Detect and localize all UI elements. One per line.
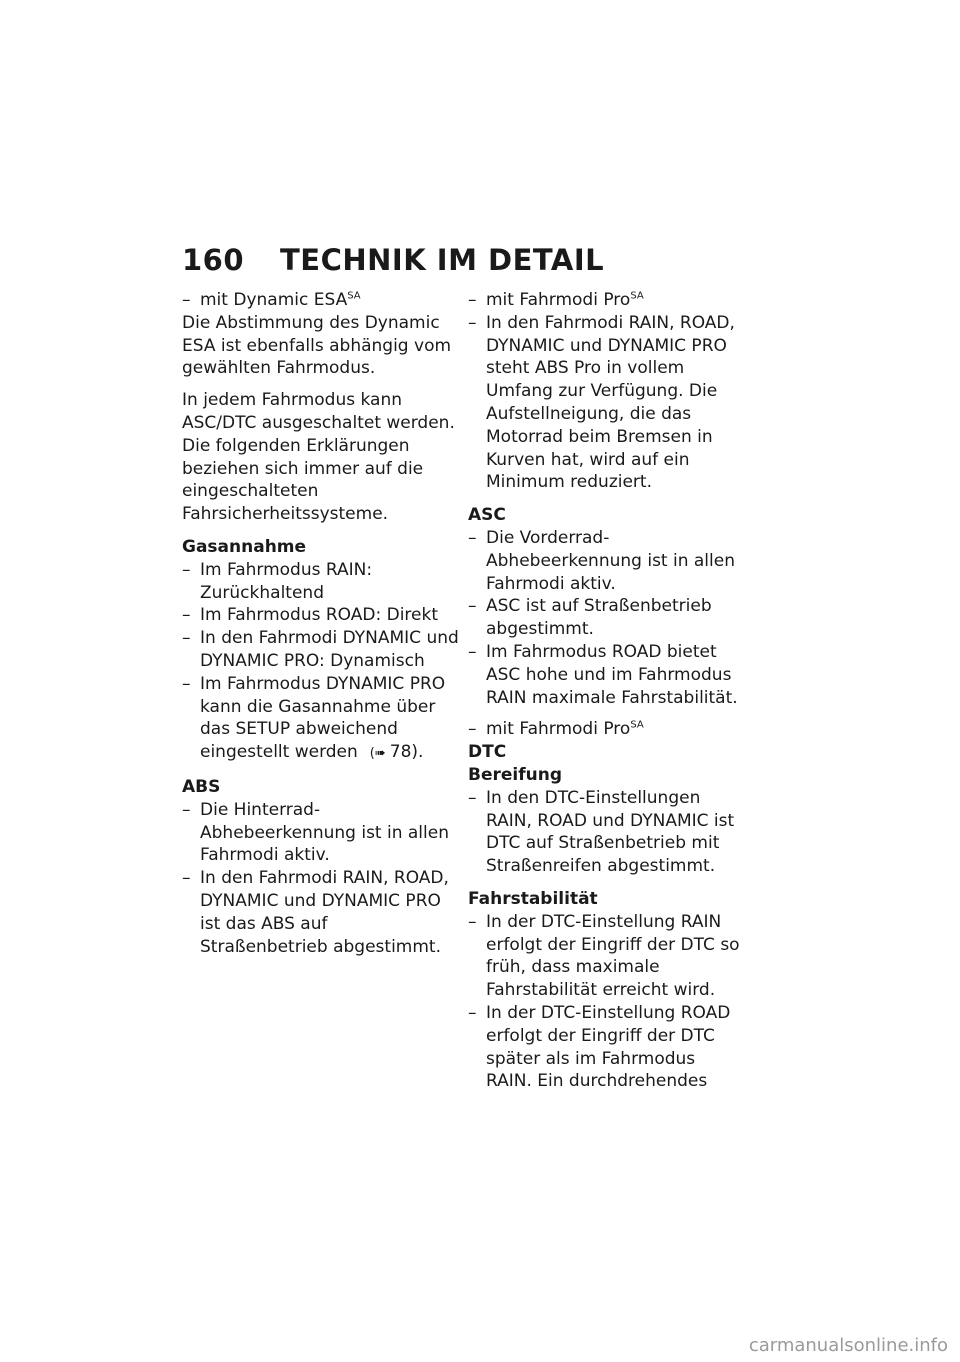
abs-heading: ABS	[182, 776, 221, 797]
list-item: – In den Fahrmodi RAIN, ROAD, DYNAMIC und DYNAMIC PRO steht ABS Pro in vollem Umfang zur Verfügung. Die Aufstellneigung, die das Motorrad beim Bremsen in Kurven hat, wird auf ein Minimum reduziert.	[468, 312, 746, 494]
list-item: – Im Fahrmodus ROAD bietet ASC hohe und im Fahrmodus RAIN maximale Fahrstabilität.	[468, 641, 746, 709]
list-item: – In den Fahrmodi DYNAMIC und DYNAMIC PRO: Dynamisch	[182, 627, 460, 673]
list-item: – Im Fahrmodus ROAD: Direkt	[182, 604, 460, 627]
abs-pro-list	[468, 289, 746, 494]
page-reference[interactable]: 78).	[389, 742, 424, 763]
gas-list	[182, 559, 460, 766]
esa-text: Die Abstimmung des Dynamic ESA ist ebenfalls abhängig vom gewählten Fahrmodus.	[182, 312, 452, 379]
list-item: – Im Fahrmodus DYNAMIC PRO kann die Gasannahme über das SETUP abweichend eingestellt werden (➠ 78).	[182, 673, 460, 766]
list-item: – In der DTC-Einstellung ROAD erfolgt der Eingriff der DTC später als im Fahrmodus RAIN. Ein durchdrehendes	[468, 1002, 746, 1093]
list-item: – mit Fahrmodi Pro$^{SA}$	[468, 718, 746, 741]
list-item: – Die Vorderrad-Abhebeerkennung ist in allen Fahrmodi aktiv.	[468, 527, 746, 595]
list-item: – mit Fahrmodi Pro$^{SA}$	[468, 289, 746, 312]
page-reference-arrow-icon: (➠	[369, 746, 386, 762]
sa-marker: SA	[630, 290, 644, 302]
watermark: carmanualsonline.info	[748, 1335, 948, 1356]
list-item: – mit Dynamic $ESA^{SA}$	[182, 289, 460, 312]
sa-marker: SA	[630, 719, 644, 731]
abs-list	[182, 799, 460, 959]
tyres-list	[468, 787, 746, 878]
dtc-heading: DTC	[468, 742, 507, 763]
stability-list	[468, 911, 746, 1093]
list-item: – Die Hinterrad-Abhebeerkennung ist in allen Fahrmodi aktiv.	[182, 799, 460, 867]
list-item: – Im Fahrmodus RAIN: Zurückhaltend	[182, 559, 460, 605]
right-column	[468, 289, 746, 1102]
stability-heading: Fahrstabilität	[468, 888, 598, 909]
asc-list	[468, 527, 746, 709]
esa-intro-list	[182, 289, 460, 312]
page-number: 160	[182, 243, 245, 277]
list-item: – In der DTC-Einstellung RAIN erfolgt der Eingriff der DTC so früh, dass maximale Fahrstabilität erreicht wird.	[468, 911, 746, 1002]
tyres-heading: Bereifung	[468, 764, 562, 785]
asc-heading: ASC	[468, 505, 506, 526]
sa-marker: SA	[347, 290, 361, 302]
page-title: TECHNIK IM DETAIL	[280, 243, 605, 277]
modes-text: In jedem Fahrmodus kann ASC/DTC ausgeschaltet werden. Die folgenden Erklärungen beziehen sich immer auf die eingeschalteten Fahrsicherheitssysteme.	[182, 390, 455, 525]
page-header	[182, 243, 604, 277]
gas-heading: Gasannahme	[182, 536, 307, 557]
list-item: – In den DTC-Einstellungen RAIN, ROAD und DYNAMIC ist DTC auf Straßenbetrieb mit Straßenreifen abgestimmt.	[468, 787, 746, 878]
list-item: – In den Fahrmodi RAIN, ROAD, DYNAMIC und DYNAMIC PRO ist das ABS auf Straßenbetrieb abgestimmt.	[182, 867, 460, 958]
left-column	[182, 289, 460, 967]
dtc-intro-list	[468, 718, 746, 741]
list-item: – ASC ist auf Straßenbetrieb abgestimmt.	[468, 595, 746, 641]
